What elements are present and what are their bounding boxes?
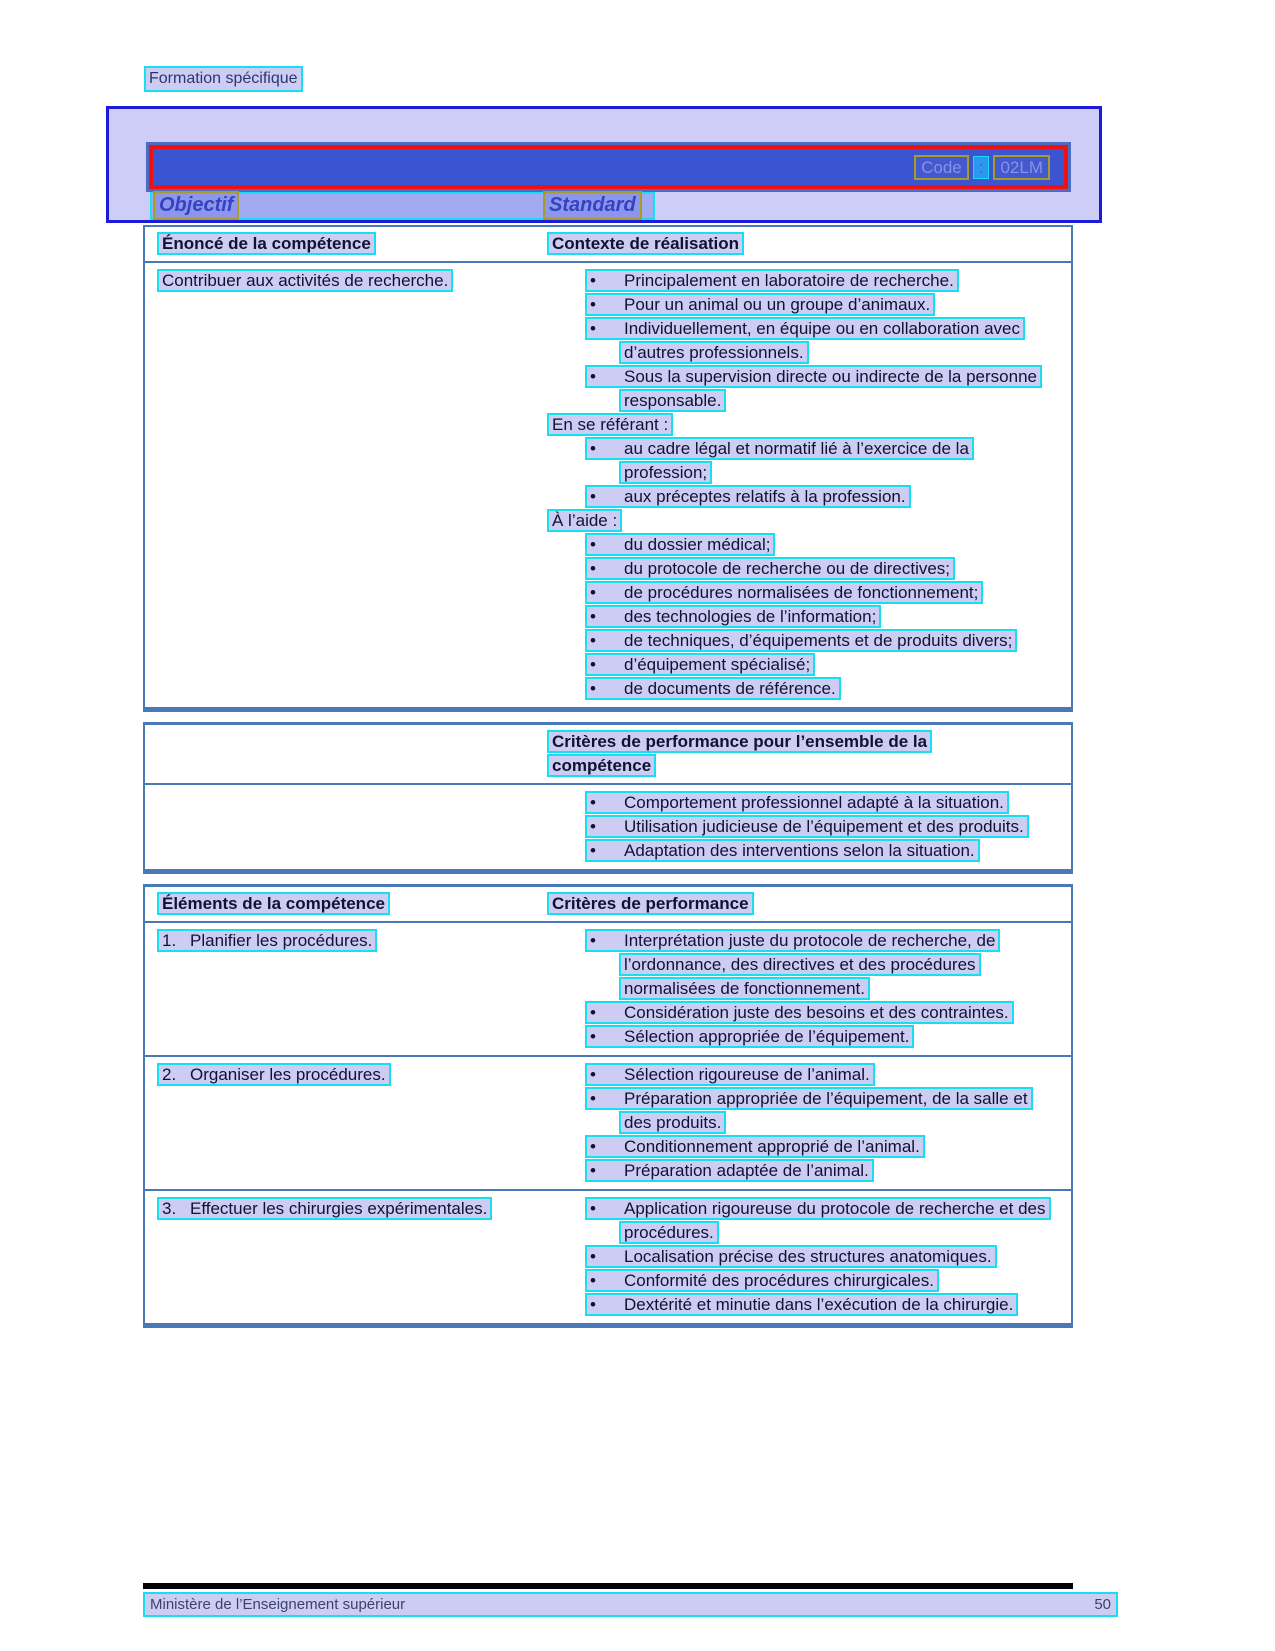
highlighted-text: À l’aide :	[547, 509, 622, 532]
element-row	[145, 1189, 1071, 1323]
title-bar-frame	[146, 142, 1071, 192]
highlighted-text: • de documents de référence.	[585, 677, 841, 700]
bullet-icon: •	[590, 679, 596, 698]
elements-table-header	[145, 887, 1071, 923]
element-number: 3.	[162, 1199, 177, 1218]
header-box	[106, 106, 1102, 223]
highlighted-text: • du dossier médical;	[585, 533, 775, 556]
element-number: 1.	[162, 931, 177, 950]
bullet-item	[547, 1135, 1058, 1159]
tables-area	[143, 225, 1073, 1338]
highlighted-text: 2. Organiser les procédures.	[157, 1063, 391, 1086]
bullet-icon: •	[590, 1065, 596, 1084]
bullet-icon: •	[590, 583, 596, 602]
objectif-label: Objectif	[153, 191, 239, 220]
bullet-item	[547, 485, 1058, 509]
element-title	[157, 1197, 498, 1221]
bullet-icon: •	[590, 559, 596, 578]
bullet-item	[547, 293, 1058, 317]
bullet-item	[547, 1001, 1058, 1025]
bullet-icon: •	[590, 817, 596, 836]
bullet-item	[547, 1197, 1058, 1245]
bullet-item	[547, 839, 1058, 863]
bullet-icon: •	[590, 1161, 596, 1180]
highlighted-text: En se référant :	[547, 413, 673, 436]
competence-table-header	[145, 227, 1071, 263]
lead-in-line	[547, 509, 1058, 533]
col-header-criteres: Critères de performance	[547, 892, 754, 915]
footer-bar	[143, 1592, 1118, 1617]
elements-table	[143, 884, 1073, 1328]
element-row	[145, 1055, 1071, 1189]
highlighted-text: • du protocole de recherche ou de directives;	[585, 557, 955, 580]
highlighted-text: • au cadre légal et normatif lié à l’exercice de la profession;	[585, 437, 974, 484]
highlighted-text: • aux préceptes relatifs à la profession.	[585, 485, 911, 508]
highlighted-text: 3. Effectuer les chirurgies expérimentales.	[157, 1197, 492, 1220]
bullet-item	[547, 557, 1058, 581]
footer-ministry-label: Ministère de l’Enseignement supérieur	[150, 1596, 406, 1613]
criteres-list	[538, 1057, 1071, 1189]
highlighted-text: • Application rigoureuse du protocole de recherche et des procédures.	[585, 1197, 1051, 1244]
highlighted-text: • Conformité des procédures chirurgicales.	[585, 1269, 939, 1292]
competence-statement: Contribuer aux activités de recherche.	[157, 269, 530, 293]
bullet-item	[547, 1025, 1058, 1049]
highlighted-text: • Sous la supervision directe ou indirecte de la personne responsable.	[585, 365, 1042, 412]
criteres-ensemble-body	[145, 785, 1071, 869]
bullet-item	[547, 653, 1058, 677]
highlighted-text: • Principalement en laboratoire de recherche.	[585, 269, 959, 292]
bullet-icon: •	[590, 1295, 596, 1314]
highlighted-text: • Sélection appropriée de l’équipement.	[585, 1025, 914, 1048]
bullet-icon: •	[590, 793, 596, 812]
highlighted-text: • des technologies de l’information;	[585, 605, 881, 628]
bullet-item	[547, 581, 1058, 605]
bullet-item	[547, 1087, 1058, 1135]
code-separator: :	[973, 156, 990, 179]
criteres-list	[538, 923, 1071, 1055]
highlighted-text: • Localisation précise des structures anatomiques.	[585, 1245, 997, 1268]
highlighted-text: • de techniques, d’équipements et de produits divers;	[585, 629, 1017, 652]
bullet-item	[547, 929, 1058, 1001]
bullet-icon: •	[590, 271, 596, 290]
bullet-icon: •	[590, 1199, 596, 1218]
highlighted-text: • Utilisation judicieuse de l’équipement et des produits.	[585, 815, 1029, 838]
title-bar	[149, 145, 1068, 189]
elements-table-rows	[145, 923, 1071, 1323]
bullet-item	[547, 1245, 1058, 1269]
element-row	[145, 923, 1071, 1055]
element-title	[157, 929, 498, 953]
bullet-icon: •	[590, 655, 596, 674]
bullet-item	[547, 605, 1058, 629]
standard-label: Standard	[543, 191, 642, 220]
col-header-contexte: Contexte de réalisation	[547, 232, 744, 255]
highlighted-text: • d’équipement spécialisé;	[585, 653, 815, 676]
highlighted-text: • Individuellement, en équipe ou en collaboration avec d’autres professionnels.	[585, 317, 1025, 364]
criteres-ensemble-table	[143, 722, 1073, 874]
bullet-icon: •	[590, 295, 596, 314]
bullet-item	[547, 437, 1058, 485]
bullet-icon: •	[590, 487, 596, 506]
element-number: 2.	[162, 1065, 177, 1084]
lead-in-line	[547, 413, 1058, 437]
highlighted-text: • Conditionnement approprié de l’animal.	[585, 1135, 925, 1158]
bullet-item	[547, 1269, 1058, 1293]
bullet-icon: •	[590, 1271, 596, 1290]
element-title	[157, 1063, 498, 1087]
section-label: Formation spécifique	[144, 66, 303, 92]
code-value: 02LM	[993, 155, 1050, 180]
bullet-icon: •	[590, 841, 596, 860]
contexte-list	[538, 263, 1071, 707]
bullet-icon: •	[590, 367, 596, 386]
highlighted-text: • Comportement professionnel adapté à la situation.	[585, 791, 1009, 814]
bullet-icon: •	[590, 1089, 596, 1108]
bullet-icon: •	[590, 1003, 596, 1022]
code-label: Code	[914, 155, 969, 180]
bullet-icon: •	[590, 1247, 596, 1266]
bullet-item	[547, 815, 1058, 839]
bullet-item	[547, 1293, 1058, 1317]
bullet-item	[547, 1159, 1058, 1183]
highlighted-text: • Sélection rigoureuse de l’animal.	[585, 1063, 875, 1086]
objectif-standard-band	[150, 192, 655, 220]
highlighted-text: • de procédures normalisées de fonctionnement;	[585, 581, 983, 604]
bullet-item	[547, 677, 1058, 701]
bullet-icon: •	[590, 535, 596, 554]
competence-table	[143, 225, 1073, 712]
bullet-icon: •	[590, 607, 596, 626]
highlighted-text: 1. Planifier les procédures.	[157, 929, 377, 952]
footer-page-number: 50	[1094, 1596, 1111, 1613]
bullet-icon: •	[590, 931, 596, 950]
bullet-item	[547, 1063, 1058, 1087]
highlighted-text: • Pour un animal ou un groupe d’animaux.	[585, 293, 935, 316]
col-header-enonce: Énoncé de la compétence	[157, 232, 376, 255]
criteres-ensemble-header-row	[145, 725, 1071, 785]
bullet-item	[547, 533, 1058, 557]
bullet-icon: •	[590, 439, 596, 458]
competence-table-body	[145, 263, 1071, 707]
bullet-item	[547, 791, 1058, 815]
bullet-icon: •	[590, 1137, 596, 1156]
criteres-ensemble-list	[538, 785, 1071, 869]
bullet-item	[547, 365, 1058, 413]
bullet-icon: •	[590, 1027, 596, 1046]
footer-rule	[143, 1583, 1073, 1589]
criteres-list	[538, 1191, 1071, 1323]
highlighted-text: • Interprétation juste du protocole de recherche, de l’ordonnance, des directives et des procédures normalisées de fonctionnement.	[585, 929, 1000, 1000]
highlighted-text: • Préparation adaptée de l’animal.	[585, 1159, 874, 1182]
bullet-icon: •	[590, 319, 596, 338]
bullet-icon: •	[590, 631, 596, 650]
bullet-item	[547, 317, 1058, 365]
col-header-criteres-ensemble: Critères de performance pour l’ensemble de la compétence	[547, 730, 932, 777]
bullet-item	[547, 629, 1058, 653]
highlighted-text: • Dextérité et minutie dans l’exécution de la chirurgie.	[585, 1293, 1018, 1316]
code-group	[914, 155, 1050, 180]
col-header-elements: Éléments de la compétence	[157, 892, 390, 915]
highlighted-text: • Considération juste des besoins et des contraintes.	[585, 1001, 1014, 1024]
highlighted-text: • Adaptation des interventions selon la situation.	[585, 839, 980, 862]
bullet-item	[547, 269, 1058, 293]
highlighted-text: • Préparation appropriée de l’équipement, de la salle et des produits.	[585, 1087, 1033, 1134]
